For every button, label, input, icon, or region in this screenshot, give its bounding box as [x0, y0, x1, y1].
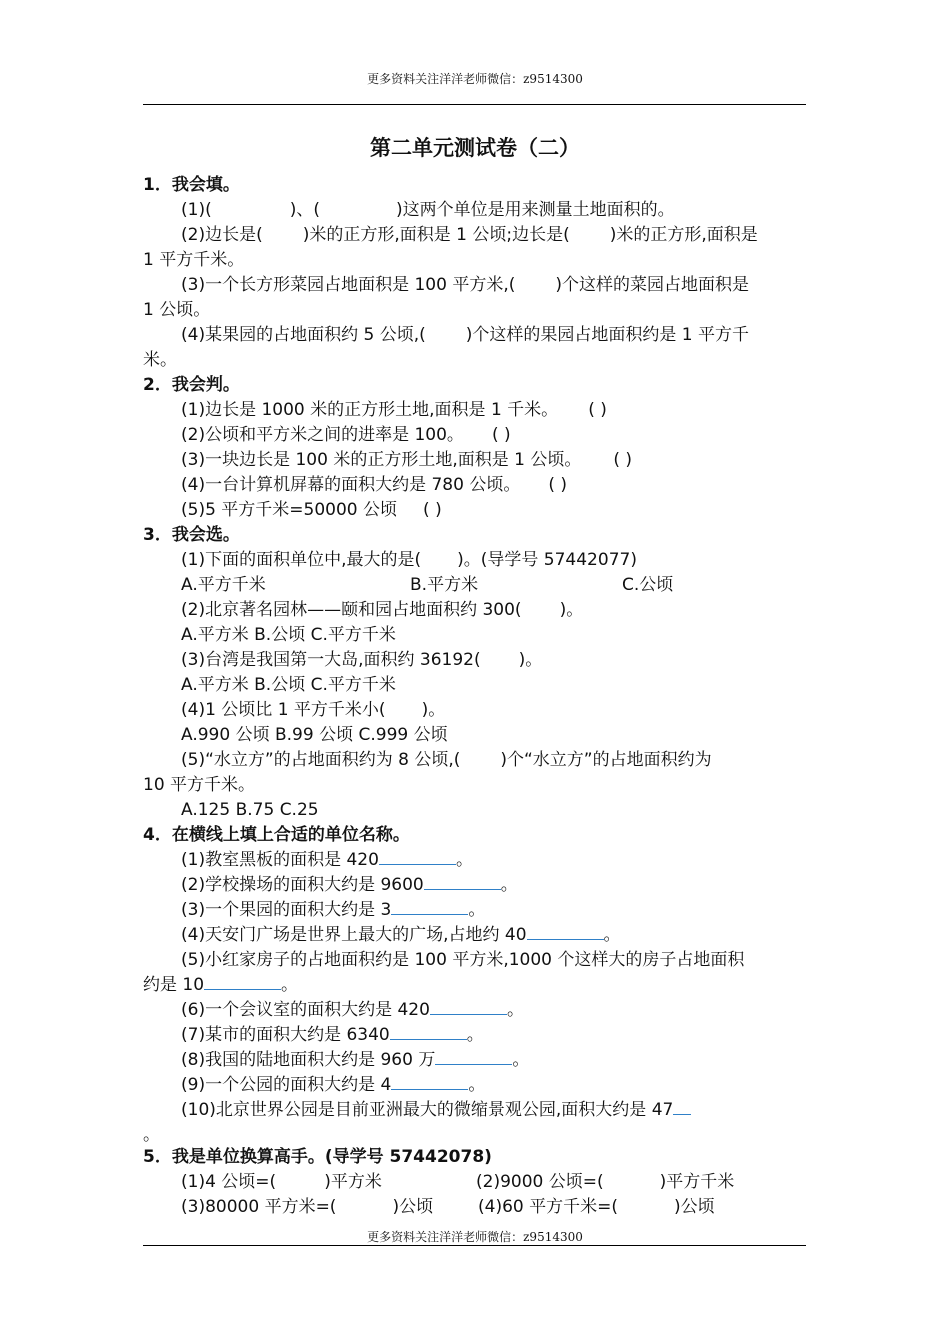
s2-item-1: (1)边长是 1000 米的正方形土地,面积是 1 千米。 ( )	[181, 400, 607, 420]
answer-blank[interactable]	[391, 898, 468, 915]
answer-blank[interactable]	[424, 873, 501, 890]
s5-q1: (1)4 公顷=( )平方米	[181, 1172, 382, 1192]
s2-item-5: (5)5 平方千米=50000 公顷 ( )	[181, 500, 442, 520]
s3-q2-options: A.平方米 B.公顷 C.平方千米	[181, 625, 396, 645]
footer-rule	[143, 1245, 806, 1246]
s2-item-2: (2)公顷和平方米之间的进率是 100。 ( )	[181, 425, 511, 445]
answer-blank[interactable]	[391, 1073, 468, 1090]
s1-q4: (4)某果园的占地面积约 5 公顷,( )个这样的果园占地面积约是 1 平方千	[181, 325, 750, 345]
s4-q5: (5)小红家房子的占地面积约是 100 平方米,1000 个这样大的房子占地面积	[181, 950, 745, 970]
answer-blank[interactable]	[527, 923, 604, 940]
s3-q1-option-b: B.平方米	[410, 575, 479, 595]
s3-q5-options: A.125 B.75 C.25	[181, 800, 319, 820]
s1-q2-cont: 1 平方千米。	[143, 250, 245, 270]
s4-q7: (7)某市的面积大约是 6340 。	[181, 1025, 484, 1045]
s1-q1: (1)( )、( )这两个单位是用来测量土地面积的。	[181, 200, 675, 220]
answer-blank[interactable]	[430, 998, 507, 1015]
s4-q3: (3)一个果园的面积大约是 3 。	[181, 900, 486, 920]
section-3-heading: 3．我会选。	[143, 525, 240, 545]
s4-q1: (1)教室黑板的面积是 420 。	[181, 850, 473, 870]
s3-q4: (4)1 公顷比 1 平方千米小( )。	[181, 700, 446, 720]
s2-item-4: (4)一台计算机屏幕的面积大约是 780 公顷。 ( )	[181, 475, 568, 495]
section-4-heading: 4．在横线上填上合适的单位名称。	[143, 825, 410, 845]
s3-q3: (3)台湾是我国第一大岛,面积约 36192( )。	[181, 650, 543, 670]
s4-q2: (2)学校操场的面积大约是 9600 。	[181, 875, 518, 895]
s4-q9: (9)一个公园的面积大约是 4 。	[181, 1075, 486, 1095]
s3-q1-option-a: A.平方千米	[181, 575, 266, 595]
s2-item-3: (3)一块边长是 100 米的正方形土地,面积是 1 公顷。 ( )	[181, 450, 633, 470]
header-rule	[143, 104, 806, 105]
s3-q1: (1)下面的面积单位中,最大的是( )。(导学号 57442077)	[181, 550, 637, 570]
s4-q10-cont: 。	[143, 1125, 160, 1145]
answer-blank[interactable]	[435, 1048, 512, 1065]
answer-blank[interactable]	[673, 1098, 691, 1115]
section-1-heading: 1．我会填。	[143, 175, 240, 195]
page-footer: 更多资料关注洋洋老师微信：z9514300	[367, 1230, 583, 1244]
answer-blank[interactable]	[204, 973, 281, 990]
page-title: 第二单元测试卷（二）	[370, 135, 580, 160]
s1-q4-cont: 米。	[143, 350, 177, 370]
s1-q2: (2)边长是( )米的正方形,面积是 1 公顷;边长是( )米的正方形,面积是	[181, 225, 758, 245]
s4-q4: (4)天安门广场是世界上最大的广场,占地约 40 。	[181, 925, 621, 945]
s4-q6: (6)一个会议室的面积大约是 420 。	[181, 1000, 524, 1020]
s3-q1-option-c: C.公顷	[622, 575, 674, 595]
s3-q5: (5)“水立方”的占地面积约为 8 公顷,( )个“水立方”的占地面积约为	[181, 750, 712, 770]
answer-blank[interactable]	[390, 1023, 467, 1040]
s5-q2: (2)9000 公顷=( )平方千米	[476, 1172, 735, 1192]
s3-q5-cont: 10 平方千米。	[143, 775, 256, 795]
s4-q8: (8)我国的陆地面积大约是 960 万 。	[181, 1050, 530, 1070]
s1-q3-cont: 1 公顷。	[143, 300, 211, 320]
page-header: 更多资料关注洋洋老师微信：z9514300	[367, 72, 583, 86]
s5-q3: (3)80000 平方米=( )公顷	[181, 1197, 434, 1217]
s1-q3: (3)一个长方形菜园占地面积是 100 平方米,( )个这样的菜园占地面积是	[181, 275, 750, 295]
s4-q10: (10)北京世界公园是目前亚洲最大的微缩景观公园,面积大约是 47	[181, 1098, 691, 1123]
s4-q5-cont: 约是 10 。	[143, 975, 299, 995]
s3-q2: (2)北京著名园林——颐和园占地面积约 300( )。	[181, 600, 584, 620]
s3-q3-options: A.平方米 B.公顷 C.平方千米	[181, 675, 396, 695]
section-5-heading: 5．我是单位换算高手。(导学号 57442078)	[143, 1147, 492, 1167]
section-2-heading: 2．我会判。	[143, 375, 240, 395]
s5-q4: (4)60 平方千米=( )公顷	[478, 1197, 715, 1217]
s3-q4-options: A.990 公顷 B.99 公顷 C.999 公顷	[181, 725, 448, 745]
answer-blank[interactable]	[379, 848, 456, 865]
